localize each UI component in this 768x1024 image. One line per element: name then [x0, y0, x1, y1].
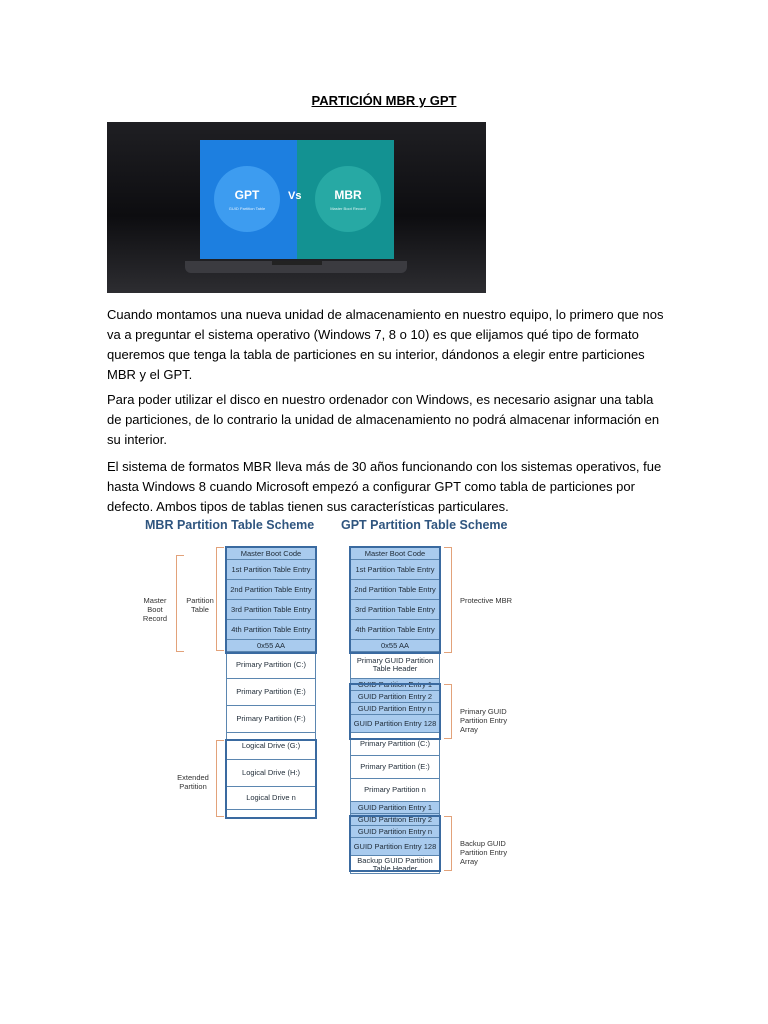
- mbr-record-brace: [176, 555, 184, 652]
- mbr-cell: Primary Partition (F:): [226, 705, 316, 733]
- gpt-cell: Primary GUID Partition Table Header: [350, 651, 440, 679]
- mbr-cell: 4th Partition Table Entry: [226, 619, 316, 640]
- mbr-cell: Primary Partition (C:): [226, 651, 316, 679]
- gpt-primary-brace: [444, 684, 452, 739]
- mbr-cell: Logical Drive (G:): [226, 732, 316, 760]
- gpt-cell: GUID Partition Entry n: [350, 825, 440, 838]
- gpt-cell: Master Boot Code: [350, 547, 440, 560]
- laptop-hinge: [272, 261, 322, 265]
- gpt-cell: Primary Partition (C:): [350, 732, 440, 756]
- mbr-label: MBR: [334, 187, 362, 202]
- mbr-cell: 1st Partition Table Entry: [226, 559, 316, 580]
- gpt-cell: GUID Partition Entry 1: [350, 801, 440, 814]
- gpt-cell: Backup GUID Partition Table Header: [350, 855, 440, 874]
- gpt-cell: 4th Partition Table Entry: [350, 619, 440, 640]
- gpt-cell: 2nd Partition Table Entry: [350, 579, 440, 600]
- gpt-backup-brace: [444, 816, 452, 871]
- mbr-table-brace: [216, 547, 224, 651]
- mbr-cell: Primary Partition (E:): [226, 678, 316, 706]
- vs-label: Vs: [288, 190, 302, 202]
- partition-scheme-diagram: [134, 518, 534, 898]
- mbr-sublabel: Master Boot Record: [330, 205, 366, 211]
- gpt-cell: Primary Partition n: [350, 778, 440, 802]
- page-title: PARTICIÓN MBR y GPT: [311, 93, 457, 108]
- gpt-protective-brace: [444, 547, 452, 653]
- gpt-cell: 3rd Partition Table Entry: [350, 599, 440, 620]
- mbr-master-boot-record-label: Master Boot Record: [142, 596, 168, 623]
- gpt-cell: GUID Partition Entry 1: [350, 678, 440, 691]
- mbr-cell: Logical Drive n: [226, 786, 316, 810]
- gpt-cell: GUID Partition Entry n: [350, 702, 440, 715]
- gpt-scheme-title: GPT Partition Table Scheme: [341, 518, 508, 532]
- gpt-column: [350, 547, 440, 874]
- gpt-panel: [200, 140, 297, 259]
- gpt-circle: [214, 166, 280, 232]
- mbr-cell: 0x55 AA: [226, 639, 316, 652]
- gpt-cell: GUID Partition Entry 128: [350, 837, 440, 856]
- mbr-panel: [297, 140, 394, 259]
- paragraph-3: El sistema de formatos MBR lleva más de 30 años funcionando con los sistemas operativos, fue hasta Windows 8 cuando Microsoft empezó a configurar GPT como tabla de particiones por defecto. Ambos tipos de tablas tienen sus características particulares.: [107, 459, 662, 514]
- laptop-screen: [200, 140, 394, 259]
- mbr-circle: [315, 166, 381, 232]
- gpt-sublabel: GUID Partition Table: [228, 205, 266, 211]
- paragraph-2: Para poder utilizar el disco en nuestro ordenador con Windows, es necesario asignar una tabla de particiones, de lo contrario la unidad de almacenamiento no podrá almacenar información en su interior.: [107, 392, 660, 447]
- gpt-primary-array-label: Primary GUID Partition Entry Array: [460, 707, 508, 734]
- gpt-cell: GUID Partition Entry 2: [350, 690, 440, 703]
- paragraph-1: Cuando montamos una nueva unidad de almacenamiento en nuestro equipo, lo primero que nos va a preguntar el sistema operativo (Windows 7, 8 o 10) es que elijamos qué tipo de formato queremos que tenga la tabla de particiones en su interior, dándonos a elegir entre particiones MBR y el GPT.: [107, 307, 664, 382]
- gpt-cell: 0x55 AA: [350, 639, 440, 652]
- gpt-protective-mbr-label: Protective MBR: [460, 596, 513, 605]
- gpt-cell: GUID Partition Entry 2: [350, 813, 440, 826]
- mbr-extended-partition-label: Extended Partition: [177, 773, 209, 791]
- mbr-cell: 3rd Partition Table Entry: [226, 599, 316, 620]
- mbr-column: [226, 547, 316, 810]
- mbr-scheme-title: MBR Partition Table Scheme: [145, 518, 315, 532]
- hero-image-gpt-vs-mbr: [107, 122, 486, 293]
- gpt-cell: Primary Partition (E:): [350, 755, 440, 779]
- mbr-extended-brace: [216, 740, 224, 817]
- mbr-cell: Master Boot Code: [226, 547, 316, 560]
- mbr-cell: Logical Drive (H:): [226, 759, 316, 787]
- mbr-partition-table-label: Partition Table: [186, 596, 214, 614]
- gpt-label: GPT: [234, 187, 260, 202]
- gpt-backup-array-label: Backup GUID Partition Entry Array: [460, 839, 508, 866]
- gpt-cell: GUID Partition Entry 128: [350, 714, 440, 733]
- gpt-cell: 1st Partition Table Entry: [350, 559, 440, 580]
- mbr-cell: 2nd Partition Table Entry: [226, 579, 316, 600]
